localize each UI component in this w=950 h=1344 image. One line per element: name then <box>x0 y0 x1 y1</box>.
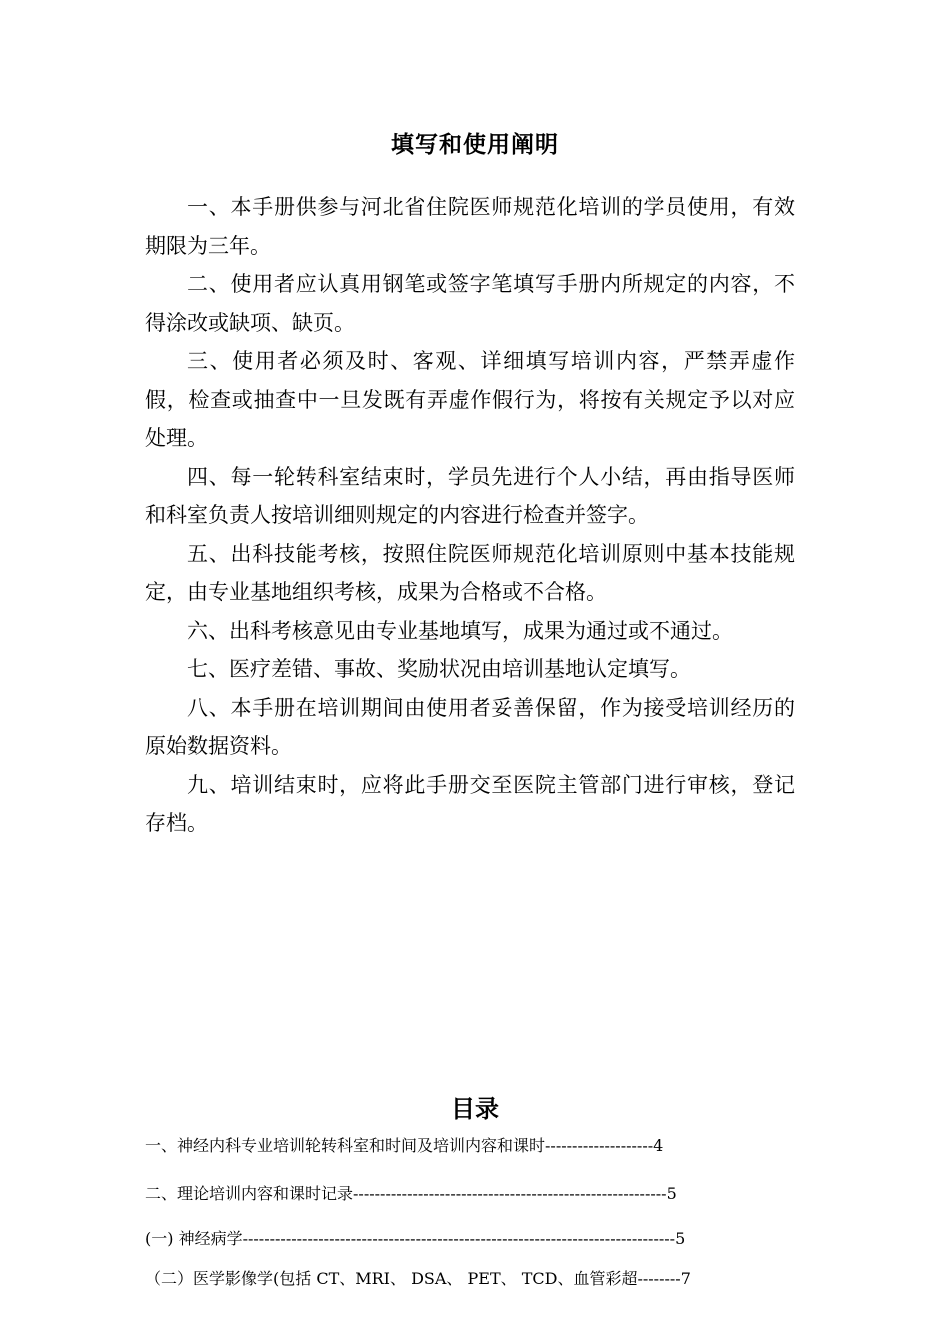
instruction-paragraph: 三、使用者必须及时、客观、详细填写培训内容，严禁弄虚作假，检查或抽查中一旦发既有弄虚作假行为，将按有关规定予以对应处理。 <box>145 349 795 450</box>
instruction-paragraph: 一、本手册供参与河北省住院医师规范化培训的学员使用，有效期限为三年。 <box>145 195 795 258</box>
toc-item[interactable]: (一) 神经病学--------------------------------------------------------------------------------5 <box>145 1229 686 1248</box>
instruction-paragraph: 九、培训结束时，应将此手册交至医院主管部门进行审核，登记存档。 <box>145 772 795 835</box>
instruction-paragraph: 六、出科考核意见由专业基地填写，成果为通过或不通过。 <box>187 618 733 643</box>
instruction-paragraph: 八、本手册在培训期间由使用者妥善保留，作为接受培训经历的原始数据资料。 <box>145 695 795 758</box>
toc-item[interactable]: 一、神经内科专业培训轮转科室和时间及培训内容和课时--------------------4 <box>145 1136 664 1155</box>
toc-item[interactable]: （二）医学影像学(包括 CT、MRI、 DSA、 PET、 TCD、血管彩超--------7 <box>145 1269 691 1288</box>
instruction-paragraph: 七、医疗差错、事故、奖励状况由培训基地认定填写。 <box>187 657 691 681</box>
page-title: 填写和使用阐明 <box>391 132 559 158</box>
toc-item[interactable]: 二、理论培训内容和课时记录----------------------------------------------------------5 <box>145 1184 677 1203</box>
instruction-paragraph: 二、使用者应认真用钢笔或签字笔填写手册内所规定的内容，不得涂改或缺项、缺页。 <box>145 272 795 335</box>
instructions-body <box>145 188 795 843</box>
toc-title: 目录 <box>451 1095 499 1123</box>
instruction-paragraph: 四、每一轮转科室结束时，学员先进行个人小结，再由指导医师和科室负责人按培训细则规定的内容进行检查并签字。 <box>145 464 795 527</box>
instruction-paragraph: 五、出科技能考核，按照住院医师规范化培训原则中基本技能规定，由专业基地组织考核，成果为合格或不合格。 <box>145 541 795 604</box>
